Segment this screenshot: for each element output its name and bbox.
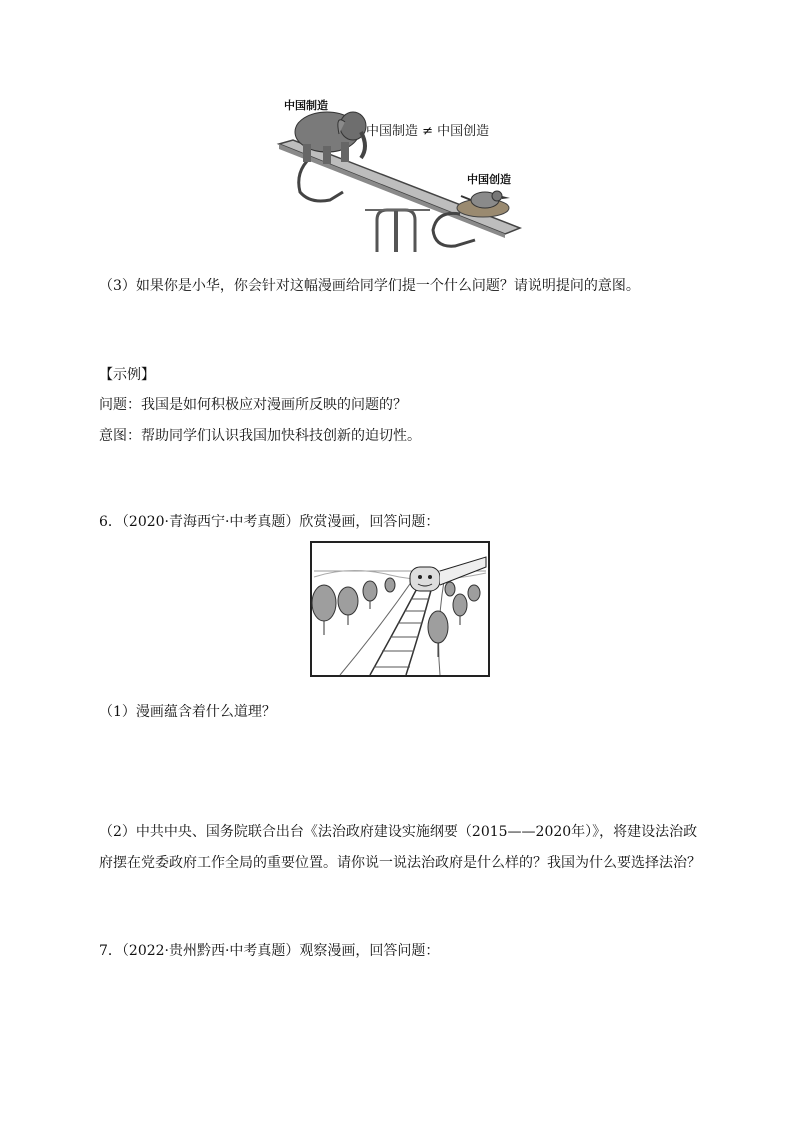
question-6-header: 6．（2020·青海西宁·中考真题）欣赏漫画，回答问题： xyxy=(99,514,440,530)
train-cartoon xyxy=(310,541,490,677)
question-6-sub-1: （1）漫画蕴含着什么道理？ xyxy=(99,704,276,720)
example-title: 【示例】 xyxy=(99,367,155,383)
example-intent: 意图：帮助同学们认识我国加快科技创新的迫切性。 xyxy=(99,428,421,444)
bird-illustration xyxy=(457,191,510,217)
label-created-in-china: 中国创造 xyxy=(467,173,511,186)
question-3: （3）如果你是小华，你会针对这幅漫画给同学们提一个什么问题？请说明提问的意图。 xyxy=(99,278,640,294)
example-question: 问题：我国是如何积极应对漫画所反映的问题的？ xyxy=(99,397,407,413)
question-6-sub-2-line-1: （2）中共中央、国务院联合出台《法治政府建设实施纲要（2015——2020年）》，将建设法治政 xyxy=(99,824,698,840)
question-6-sub-2-line-2: 府摆在党委政府工作全局的重要位置。请你说一说法治政府是什么样的？我国为什么要选择法治？ xyxy=(99,855,701,871)
elephant-illustration xyxy=(295,112,366,164)
figure-caption: 中国制造 ≠ 中国创造 xyxy=(366,124,490,139)
question-7-header: 7．（2022·贵州黔西·中考真题）观察漫画，回答问题： xyxy=(99,943,440,959)
label-made-in-china: 中国制造 xyxy=(284,99,328,112)
